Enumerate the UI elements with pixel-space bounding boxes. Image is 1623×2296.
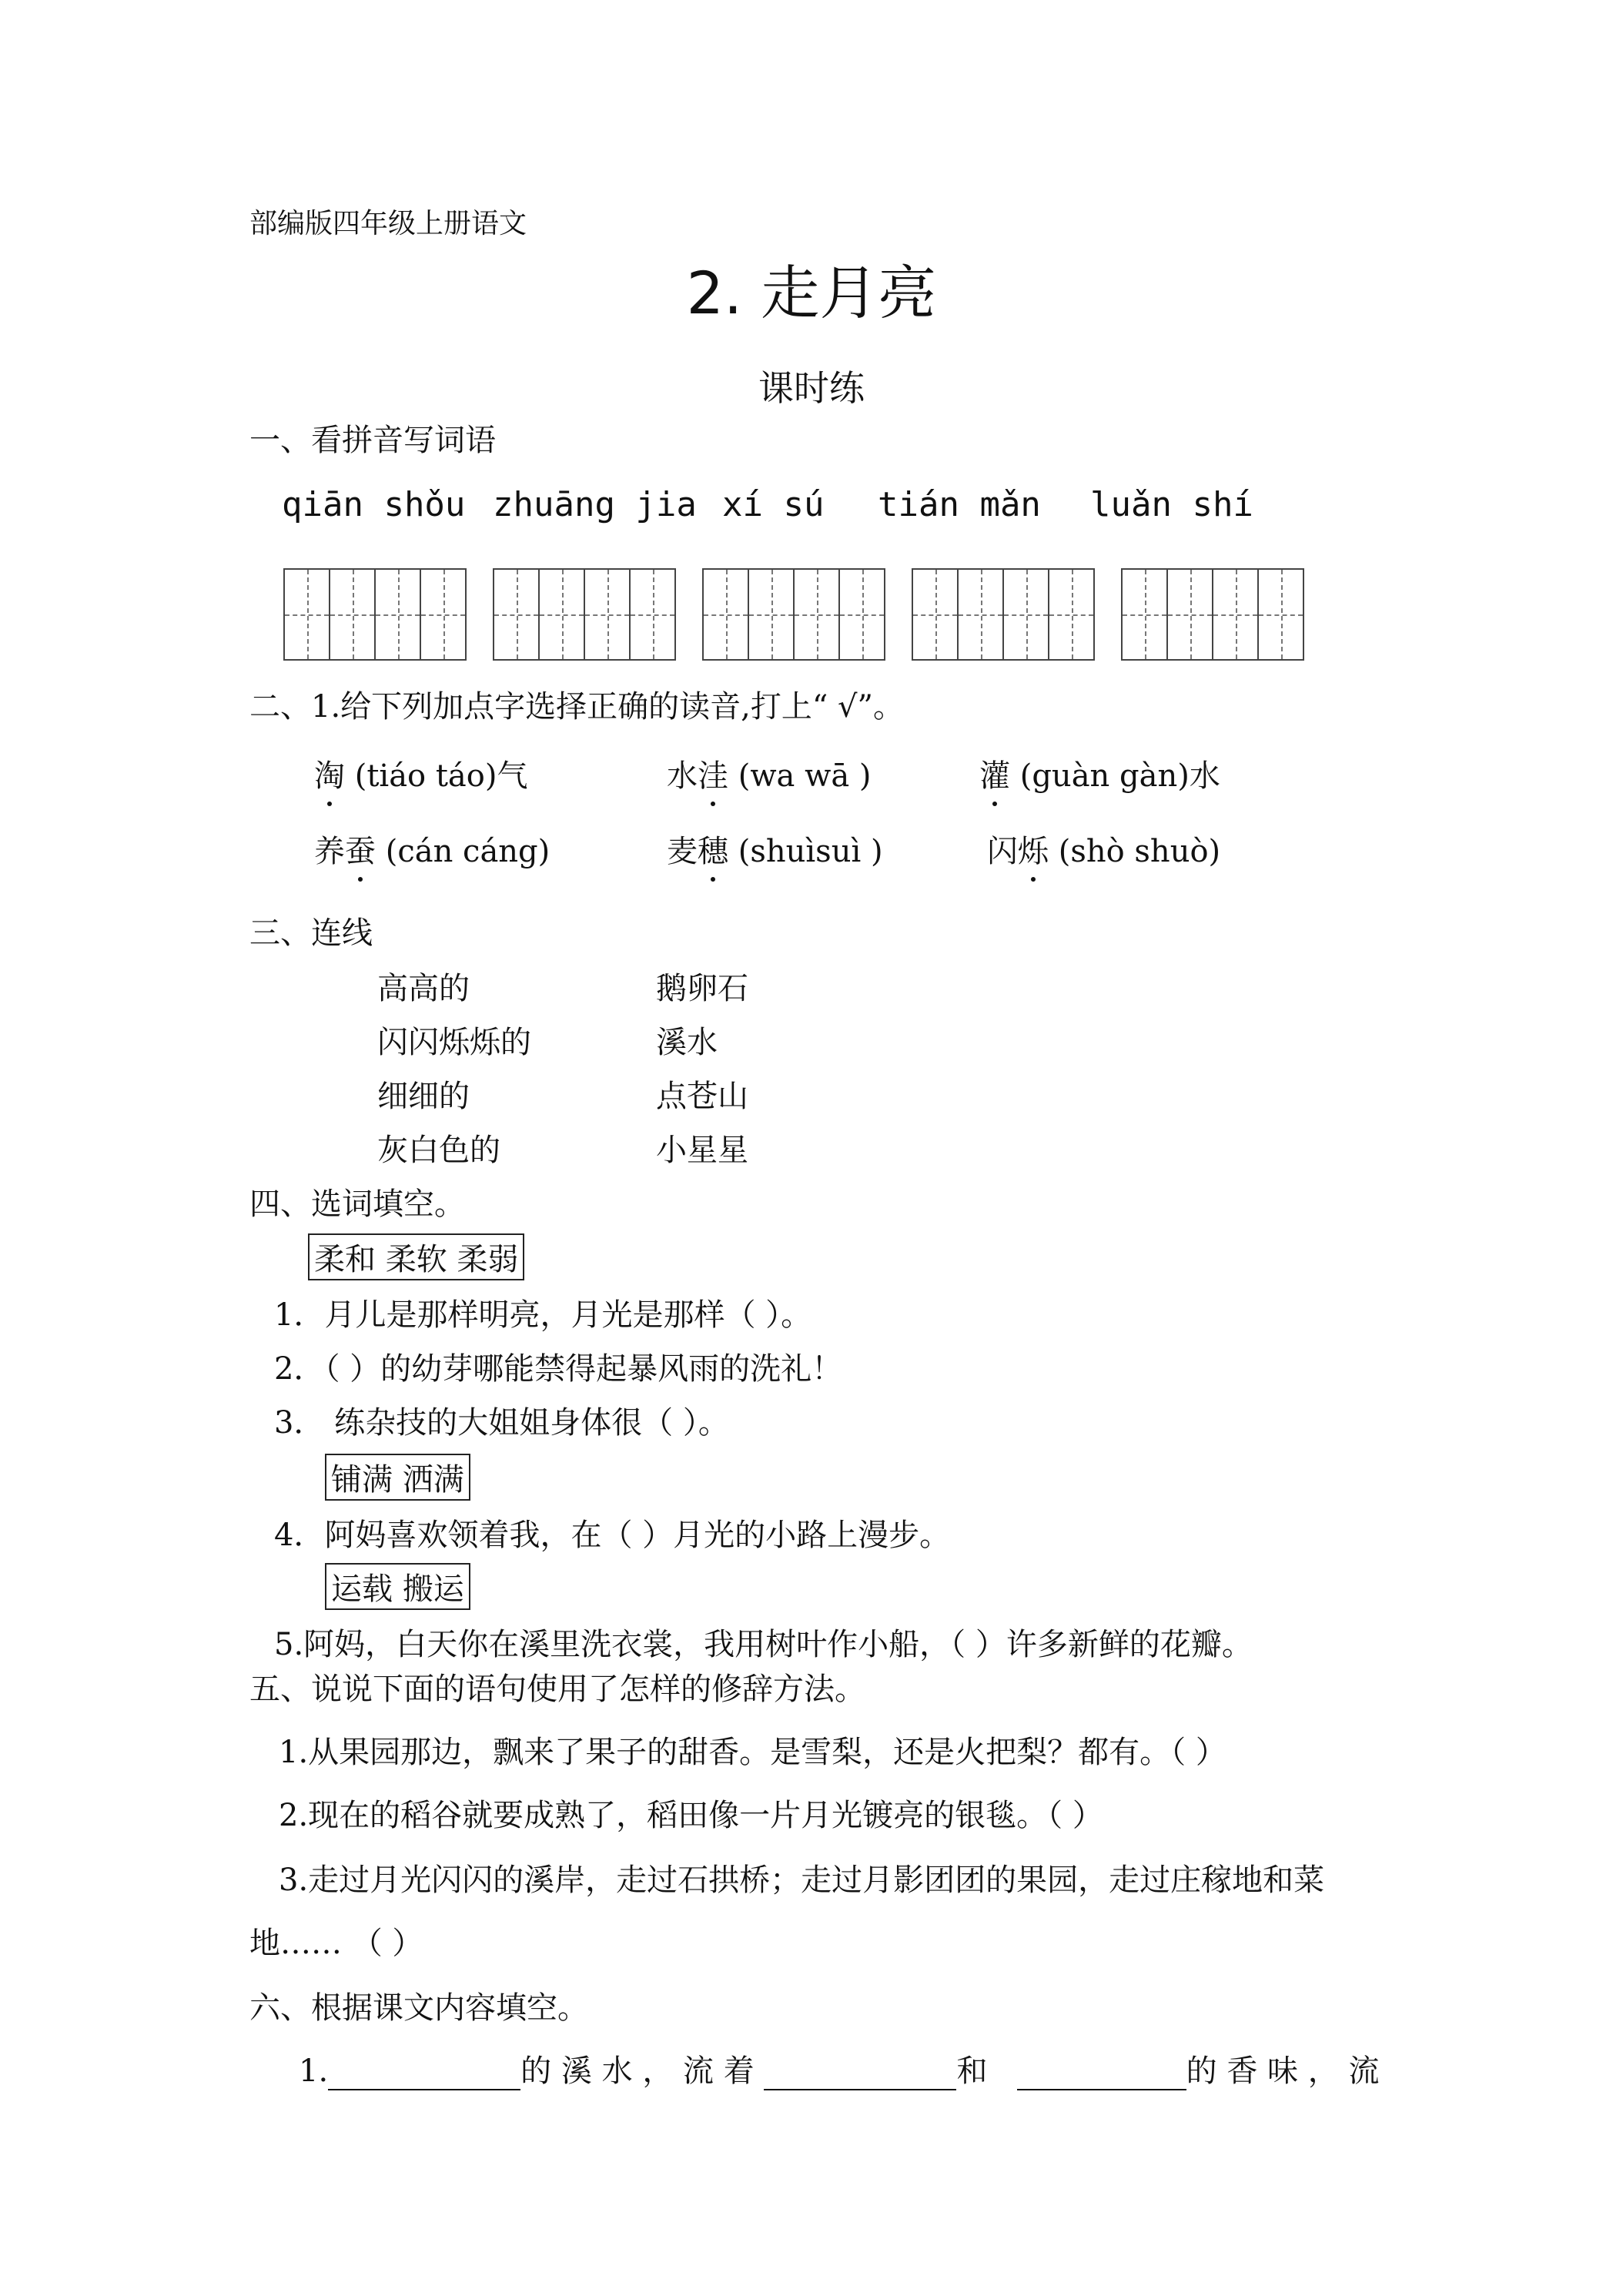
fill-question-4: 4．阿妈喜欢领着我，在（ ）月光的小路上漫步。: [274, 1518, 951, 1553]
word-bank-2: 铺满 洒满: [325, 1454, 470, 1501]
reading-prefix: 麦: [667, 834, 698, 869]
pinyin-3: xí sú: [722, 485, 825, 524]
match-right-1[interactable]: 鹅卵石: [656, 971, 748, 1006]
word-bank-3: 运载 搬运: [325, 1563, 470, 1610]
rhetoric-question-1: 1.从果园那边，飘来了果子的甜香。是雪梨，还是火把梨？都有。（ ）: [279, 1735, 1226, 1770]
match-right-2[interactable]: 溪水: [656, 1025, 718, 1060]
fill-question-3: 3． 练杂技的大姐姐身体很（ ）。: [274, 1405, 729, 1441]
question-number: 1.: [299, 2053, 329, 2089]
writing-grid-4[interactable]: [912, 568, 1095, 661]
reading-options[interactable]: (cán cáng): [376, 834, 550, 869]
blank-1[interactable]: [328, 2060, 520, 2090]
reading-options[interactable]: (shò shuò): [1049, 834, 1221, 869]
pinyin-5: luǎn shí: [1090, 485, 1253, 524]
rhetoric-question-3: 3.走过月光闪闪的溪岸，走过石拱桥；走过月影团团的果园，走过庄稼地和菜: [279, 1863, 1325, 1898]
writing-grid-5[interactable]: [1121, 568, 1304, 661]
reading-options[interactable]: (tiáo táo): [345, 758, 497, 794]
dotted-char: 淘: [314, 751, 345, 795]
rhetoric-question-2: 2.现在的稻谷就要成熟了，稻田像一片月光镀亮的银毯。（ ）: [279, 1798, 1103, 1833]
dotted-char: 蚕: [345, 827, 376, 871]
match-left-2[interactable]: 闪闪烁烁的: [377, 1025, 531, 1060]
reading-options[interactable]: (shuìsuì ): [728, 834, 883, 869]
match-right-3[interactable]: 点苍山: [656, 1079, 748, 1114]
reading-item-6: [987, 827, 1220, 871]
reading-prefix: 水: [667, 758, 698, 794]
page-title: 2. 走月亮: [686, 259, 937, 327]
reading-options[interactable]: (wa wā ): [728, 758, 872, 794]
reading-item-3: [979, 751, 1220, 795]
fill-question-1: 1．月儿是那样明亮，月光是那样（ ）。: [274, 1297, 812, 1333]
recall-text-1: 的 溪 水 ， 流 着: [520, 2053, 755, 2089]
section-2-heading: 二、1.给下列加点字选择正确的读音,打上“ √”。: [249, 689, 904, 725]
reading-item-4: [314, 827, 550, 871]
reading-prefix: 养: [314, 834, 345, 869]
fill-question-5: 5.阿妈，白天你在溪里洗衣裳，我用树叶作小船，（ ）许多新鲜的花瓣。: [274, 1627, 1253, 1662]
section-6-heading: 六、根据课文内容填空。: [249, 1990, 588, 2026]
dotted-char: 灌: [979, 751, 1010, 795]
writing-grid-2[interactable]: [493, 568, 676, 661]
dotted-char: 穗: [698, 827, 728, 871]
section-3-heading: 三、连线: [249, 915, 373, 951]
pinyin-2: zhuāng jia: [493, 485, 697, 524]
recall-text-2: 和: [956, 2053, 988, 2089]
reading-prefix: 闪: [987, 834, 1018, 869]
rhetoric-question-3-cont: 地…… （ ）: [249, 1926, 423, 1961]
section-1-heading: 一、看拼音写词语: [249, 423, 496, 458]
reading-item-2: [667, 751, 872, 795]
reading-suffix: 水: [1189, 758, 1220, 794]
dotted-char: 烁: [1018, 827, 1049, 871]
section-4-heading: 四、选词填空。: [249, 1186, 465, 1222]
match-right-4[interactable]: 小星星: [656, 1133, 748, 1168]
pinyin-4: tián mǎn: [878, 485, 1041, 524]
section-5-heading: 五、说说下面的语句使用了怎样的修辞方法。: [249, 1672, 865, 1707]
blank-2[interactable]: [764, 2060, 956, 2090]
page-subtitle: 课时练: [758, 367, 865, 409]
writing-grid-3[interactable]: [702, 568, 885, 661]
recall-text-3: 的 香 味 ， 流: [1186, 2053, 1380, 2089]
writing-grid-1[interactable]: [283, 568, 467, 661]
match-left-1[interactable]: 高高的: [377, 971, 470, 1006]
series-label: 部编版四年级上册语文: [249, 208, 527, 239]
reading-item-1: [314, 751, 527, 795]
word-bank-1: 柔和 柔软 柔弱: [308, 1233, 524, 1280]
fill-question-2: 2．（ ）的幼芽哪能禁得起暴风雨的洗礼！: [274, 1351, 843, 1387]
reading-item-5: [667, 827, 883, 871]
dotted-char: 洼: [698, 751, 728, 795]
recall-question-1: [299, 2047, 1379, 2090]
pinyin-1: qiān shǒu: [282, 485, 466, 524]
match-left-3[interactable]: 细细的: [377, 1079, 470, 1114]
blank-3[interactable]: [1017, 2060, 1186, 2090]
match-left-4[interactable]: 灰白色的: [377, 1133, 500, 1168]
reading-options[interactable]: (guàn gàn): [1010, 758, 1190, 794]
reading-suffix: 气: [497, 758, 528, 794]
